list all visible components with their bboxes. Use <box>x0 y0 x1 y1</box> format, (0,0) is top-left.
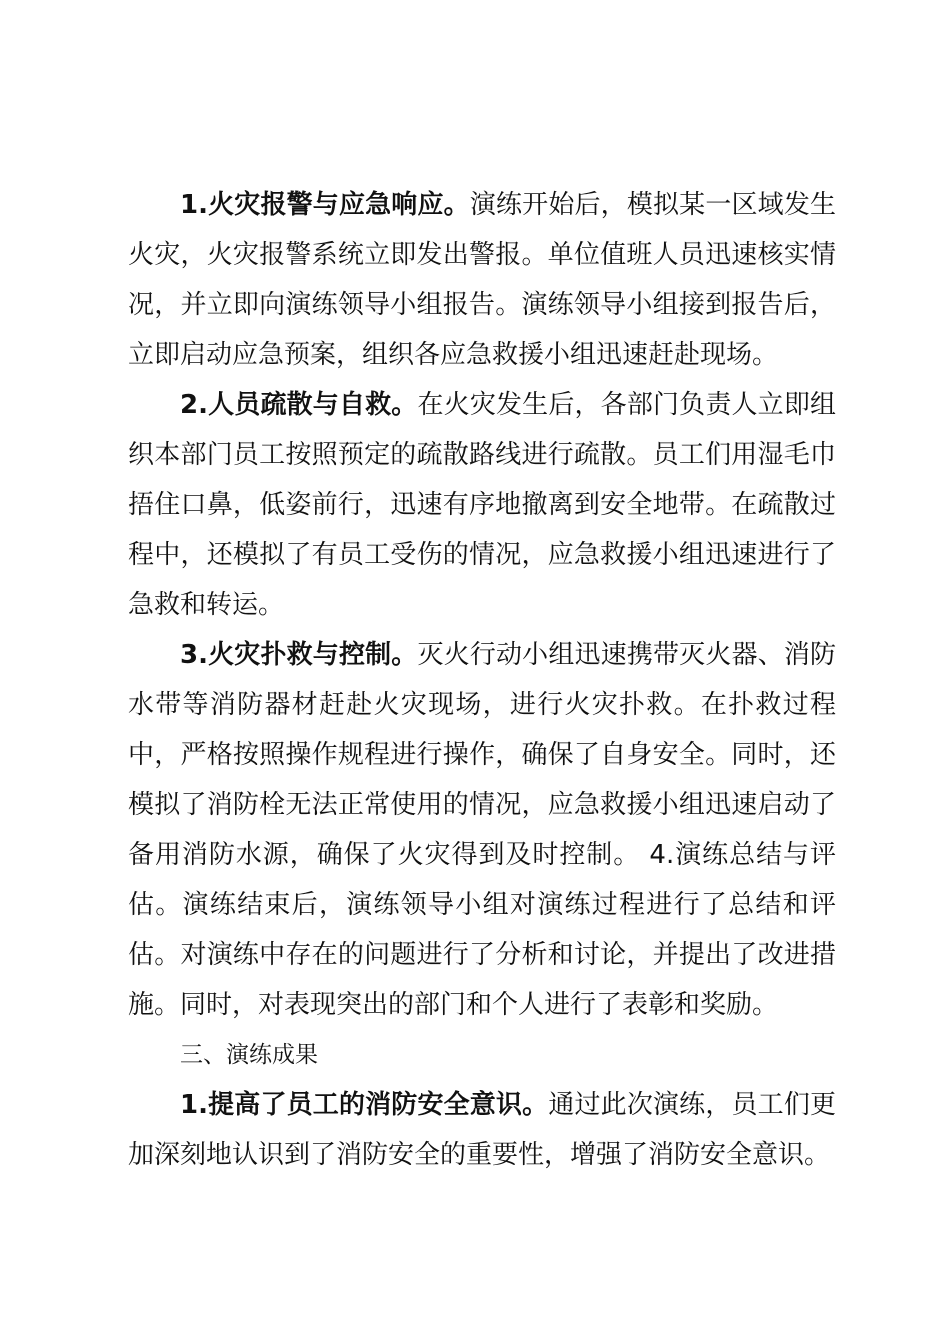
paragraph-text: 通过此次演练，员工们更加深刻地认识到了消防安全的重要性，增强了消防安全意识。 <box>128 1090 836 1170</box>
paragraph-heading: 1.提高了员工的消防安全意识。 <box>180 1090 549 1120</box>
paragraph-heading: 2.人员疏散与自救。 <box>180 390 418 420</box>
document-body <box>128 180 836 1180</box>
paragraph-heading: 3.火灾扑救与控制。 <box>180 640 418 670</box>
paragraph-evacuation-self-rescue <box>128 380 836 630</box>
paragraph-text: 灭火行动小组迅速携带灭火器、消防水带等消防器材赶赴火灾现场，进行火灾扑救。在扑救过程中，严格按照操作规程进行操作，确保了自身安全。同时，还模拟了消防栓无法正常使用的情况，应急救援小组迅速启动了备用消防水源，确保了火灾得到及时控制。 4.演练总结与评估。演练结束后，演练领导小组对演练过程进行了总结和评估。对演练中存在的问题进行了分析和讨论，并提出了改进措施。同时，对表现突出的部门和个人进行了表彰和奖励。 <box>128 640 836 1020</box>
paragraph-result-awareness <box>128 1080 836 1180</box>
paragraph-heading: 1.火灾报警与应急响应。 <box>180 190 470 220</box>
paragraph-fire-alarm-response <box>128 180 836 380</box>
paragraph-fire-fighting-control <box>128 630 836 1030</box>
paragraph-text: 在火灾发生后，各部门负责人立即组织本部门员工按照预定的疏散路线进行疏散。员工们用湿毛巾捂住口鼻，低姿前行，迅速有序地撤离到安全地带。在疏散过程中，还模拟了有员工受伤的情况，应急救援小组迅速进行了急救和转运。 <box>128 390 836 620</box>
section-title-drill-results: 三、演练成果 <box>180 1042 318 1068</box>
paragraph-text: 演练开始后，模拟某一区域发生火灾，火灾报警系统立即发出警报。单位值班人员迅速核实情况，并立即向演练领导小组报告。演练领导小组接到报告后，立即启动应急预案，组织各应急救援小组迅速赶赴现场。 <box>128 190 836 370</box>
